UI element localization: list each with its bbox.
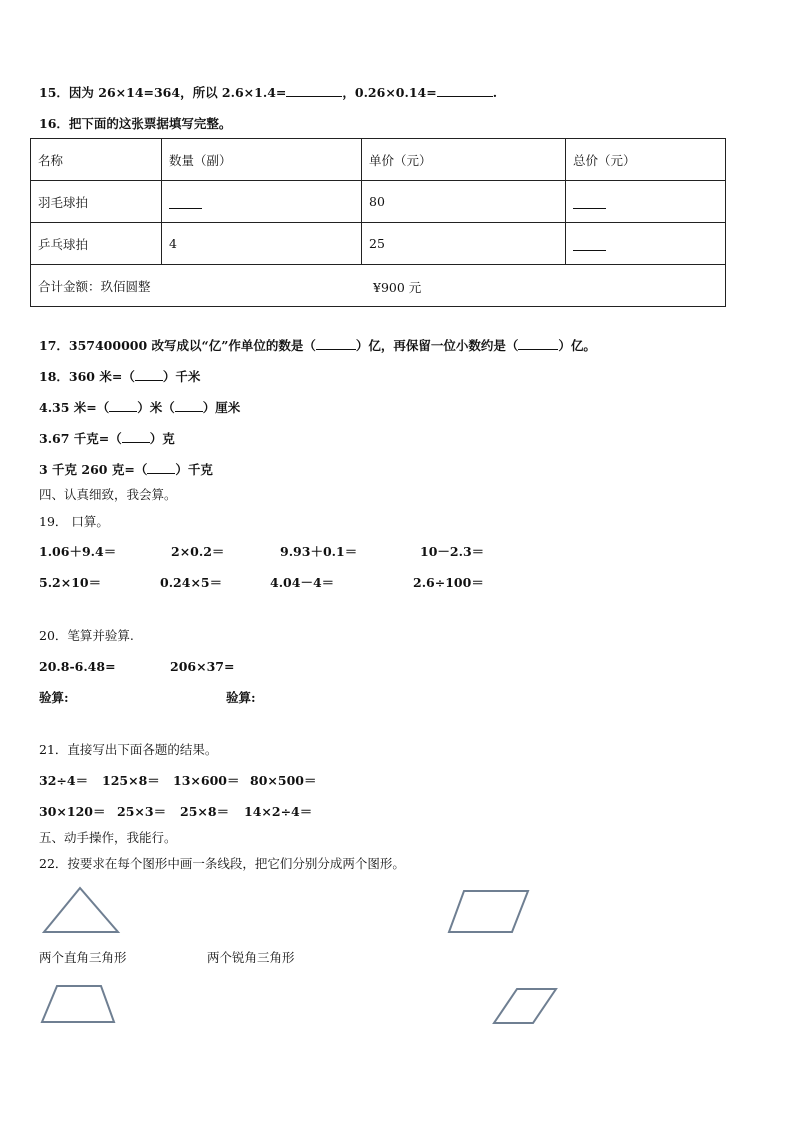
q18-line-1 — [39, 368, 200, 385]
q18-blank[interactable] — [147, 461, 175, 474]
price-cell: 25 — [362, 223, 566, 265]
header-cell: 数量（副） — [162, 139, 362, 181]
q17-line — [39, 337, 596, 354]
shape-label: 两个锐角三角形 — [207, 950, 295, 965]
q17-blank-1[interactable] — [316, 337, 356, 350]
q18-text: 3 千克 260 克=（ — [39, 462, 148, 477]
q22-title: 22．按要求在每个图形中画一条线段，把它们分别分成两个图形。 — [39, 856, 405, 871]
q20-title: 20．笔算并验算. — [39, 628, 134, 643]
q18-blank[interactable] — [122, 430, 150, 443]
q18-line-2 — [39, 399, 240, 416]
item-name: 羽毛球拍 — [31, 181, 162, 223]
q21-title: 21．直接写出下面各题的结果。 — [39, 742, 218, 757]
q18-blank[interactable] — [175, 399, 203, 412]
qty-blank[interactable] — [169, 198, 202, 209]
q15-blank-1[interactable] — [286, 84, 342, 97]
calc-item: 5.2×10＝ — [39, 575, 102, 590]
table-header-row — [31, 139, 726, 181]
total-cell[interactable] — [566, 223, 726, 265]
calc-item: 25×3＝ — [117, 804, 167, 819]
calc-item: 125×8＝ — [102, 773, 160, 788]
calc-item: 13×600＝ — [173, 773, 240, 788]
header-cell: 总价（元） — [566, 139, 726, 181]
calc-item: 1.06＋9.4＝ — [39, 544, 117, 559]
rhombus-shape[interactable] — [490, 985, 560, 1027]
check-label: 验算: — [226, 690, 256, 705]
q17-mid: ）亿，再保留一位小数约是（ — [355, 338, 519, 353]
q18-text: 4.35 米=（ — [39, 400, 110, 415]
q18-text: ）厘米 — [202, 400, 241, 415]
q18-text: 18．360 米=（ — [39, 369, 135, 384]
total-blank[interactable] — [573, 240, 606, 251]
trapezoid-shape[interactable] — [39, 982, 119, 1026]
calc-item: 0.24×5＝ — [160, 575, 223, 590]
price-cell: 80 — [362, 181, 566, 223]
q18-line-3 — [39, 430, 175, 447]
header-cell: 单价（元） — [362, 139, 566, 181]
q18-blank[interactable] — [135, 368, 163, 381]
q18-text: ）米（ — [137, 400, 175, 415]
q15-prefix: 15．因为 26×14=364，所以 2.6×1.4= — [39, 85, 287, 100]
q15-blank-2[interactable] — [437, 84, 493, 97]
q15-mid: ，0.26×0.14= — [342, 85, 437, 100]
total-cell[interactable] — [566, 181, 726, 223]
table-row — [31, 223, 726, 265]
total-cell — [31, 265, 726, 307]
q15-end: . — [492, 85, 498, 100]
q18-line-4 — [39, 461, 213, 478]
header-cell: 名称 — [31, 139, 162, 181]
section-heading: 五、动手操作，我能行。 — [39, 830, 177, 845]
q17-end: ）亿。 — [558, 338, 596, 353]
parallelogram-shape[interactable] — [446, 888, 532, 936]
calc-item: 20.8-6.48= — [39, 659, 116, 674]
total-amount: ¥900 元 — [373, 280, 422, 295]
q18-text: ）千米 — [162, 369, 201, 384]
calc-item: 2.6÷100＝ — [413, 575, 484, 590]
calc-item: 25×8＝ — [180, 804, 230, 819]
total-blank[interactable] — [573, 198, 606, 209]
check-label: 验算: — [39, 690, 69, 705]
q17-prefix: 17．357400000 改写成以“亿”作单位的数是（ — [39, 338, 316, 353]
qty-cell[interactable] — [162, 181, 362, 223]
qty-cell: 4 — [162, 223, 362, 265]
calc-item: 9.93＋0.1＝ — [280, 544, 358, 559]
q19-title: 19． 口算。 — [39, 514, 109, 529]
calc-item: 32÷4＝ — [39, 773, 89, 788]
item-name: 乒乓球拍 — [31, 223, 162, 265]
calc-item: 30×120＝ — [39, 804, 106, 819]
q16-title: 16．把下面的这张票据填写完整。 — [39, 116, 232, 131]
q18-text: ）千克 — [175, 462, 213, 477]
table-row — [31, 181, 726, 223]
calc-item: 80×500＝ — [250, 773, 317, 788]
q15-line — [39, 84, 497, 101]
calc-item: 2×0.2＝ — [171, 544, 225, 559]
total-row — [31, 265, 726, 307]
invoice-table — [30, 138, 726, 307]
total-label: 合计金额：玖佰圆整 — [38, 278, 151, 294]
calc-item: 4.04－4＝ — [270, 575, 335, 590]
q18-text: ）克 — [149, 431, 175, 446]
calc-item: 14×2÷4＝ — [244, 804, 313, 819]
calc-item: 206×37= — [170, 659, 235, 674]
q18-blank[interactable] — [109, 399, 137, 412]
q17-blank-2[interactable] — [518, 337, 558, 350]
shape-label: 两个直角三角形 — [39, 950, 127, 965]
triangle-shape[interactable] — [40, 886, 122, 936]
section-heading: 四、认真细致，我会算。 — [39, 487, 177, 502]
q18-text: 3.67 千克=（ — [39, 431, 122, 446]
calc-item: 10－2.3＝ — [420, 544, 485, 559]
